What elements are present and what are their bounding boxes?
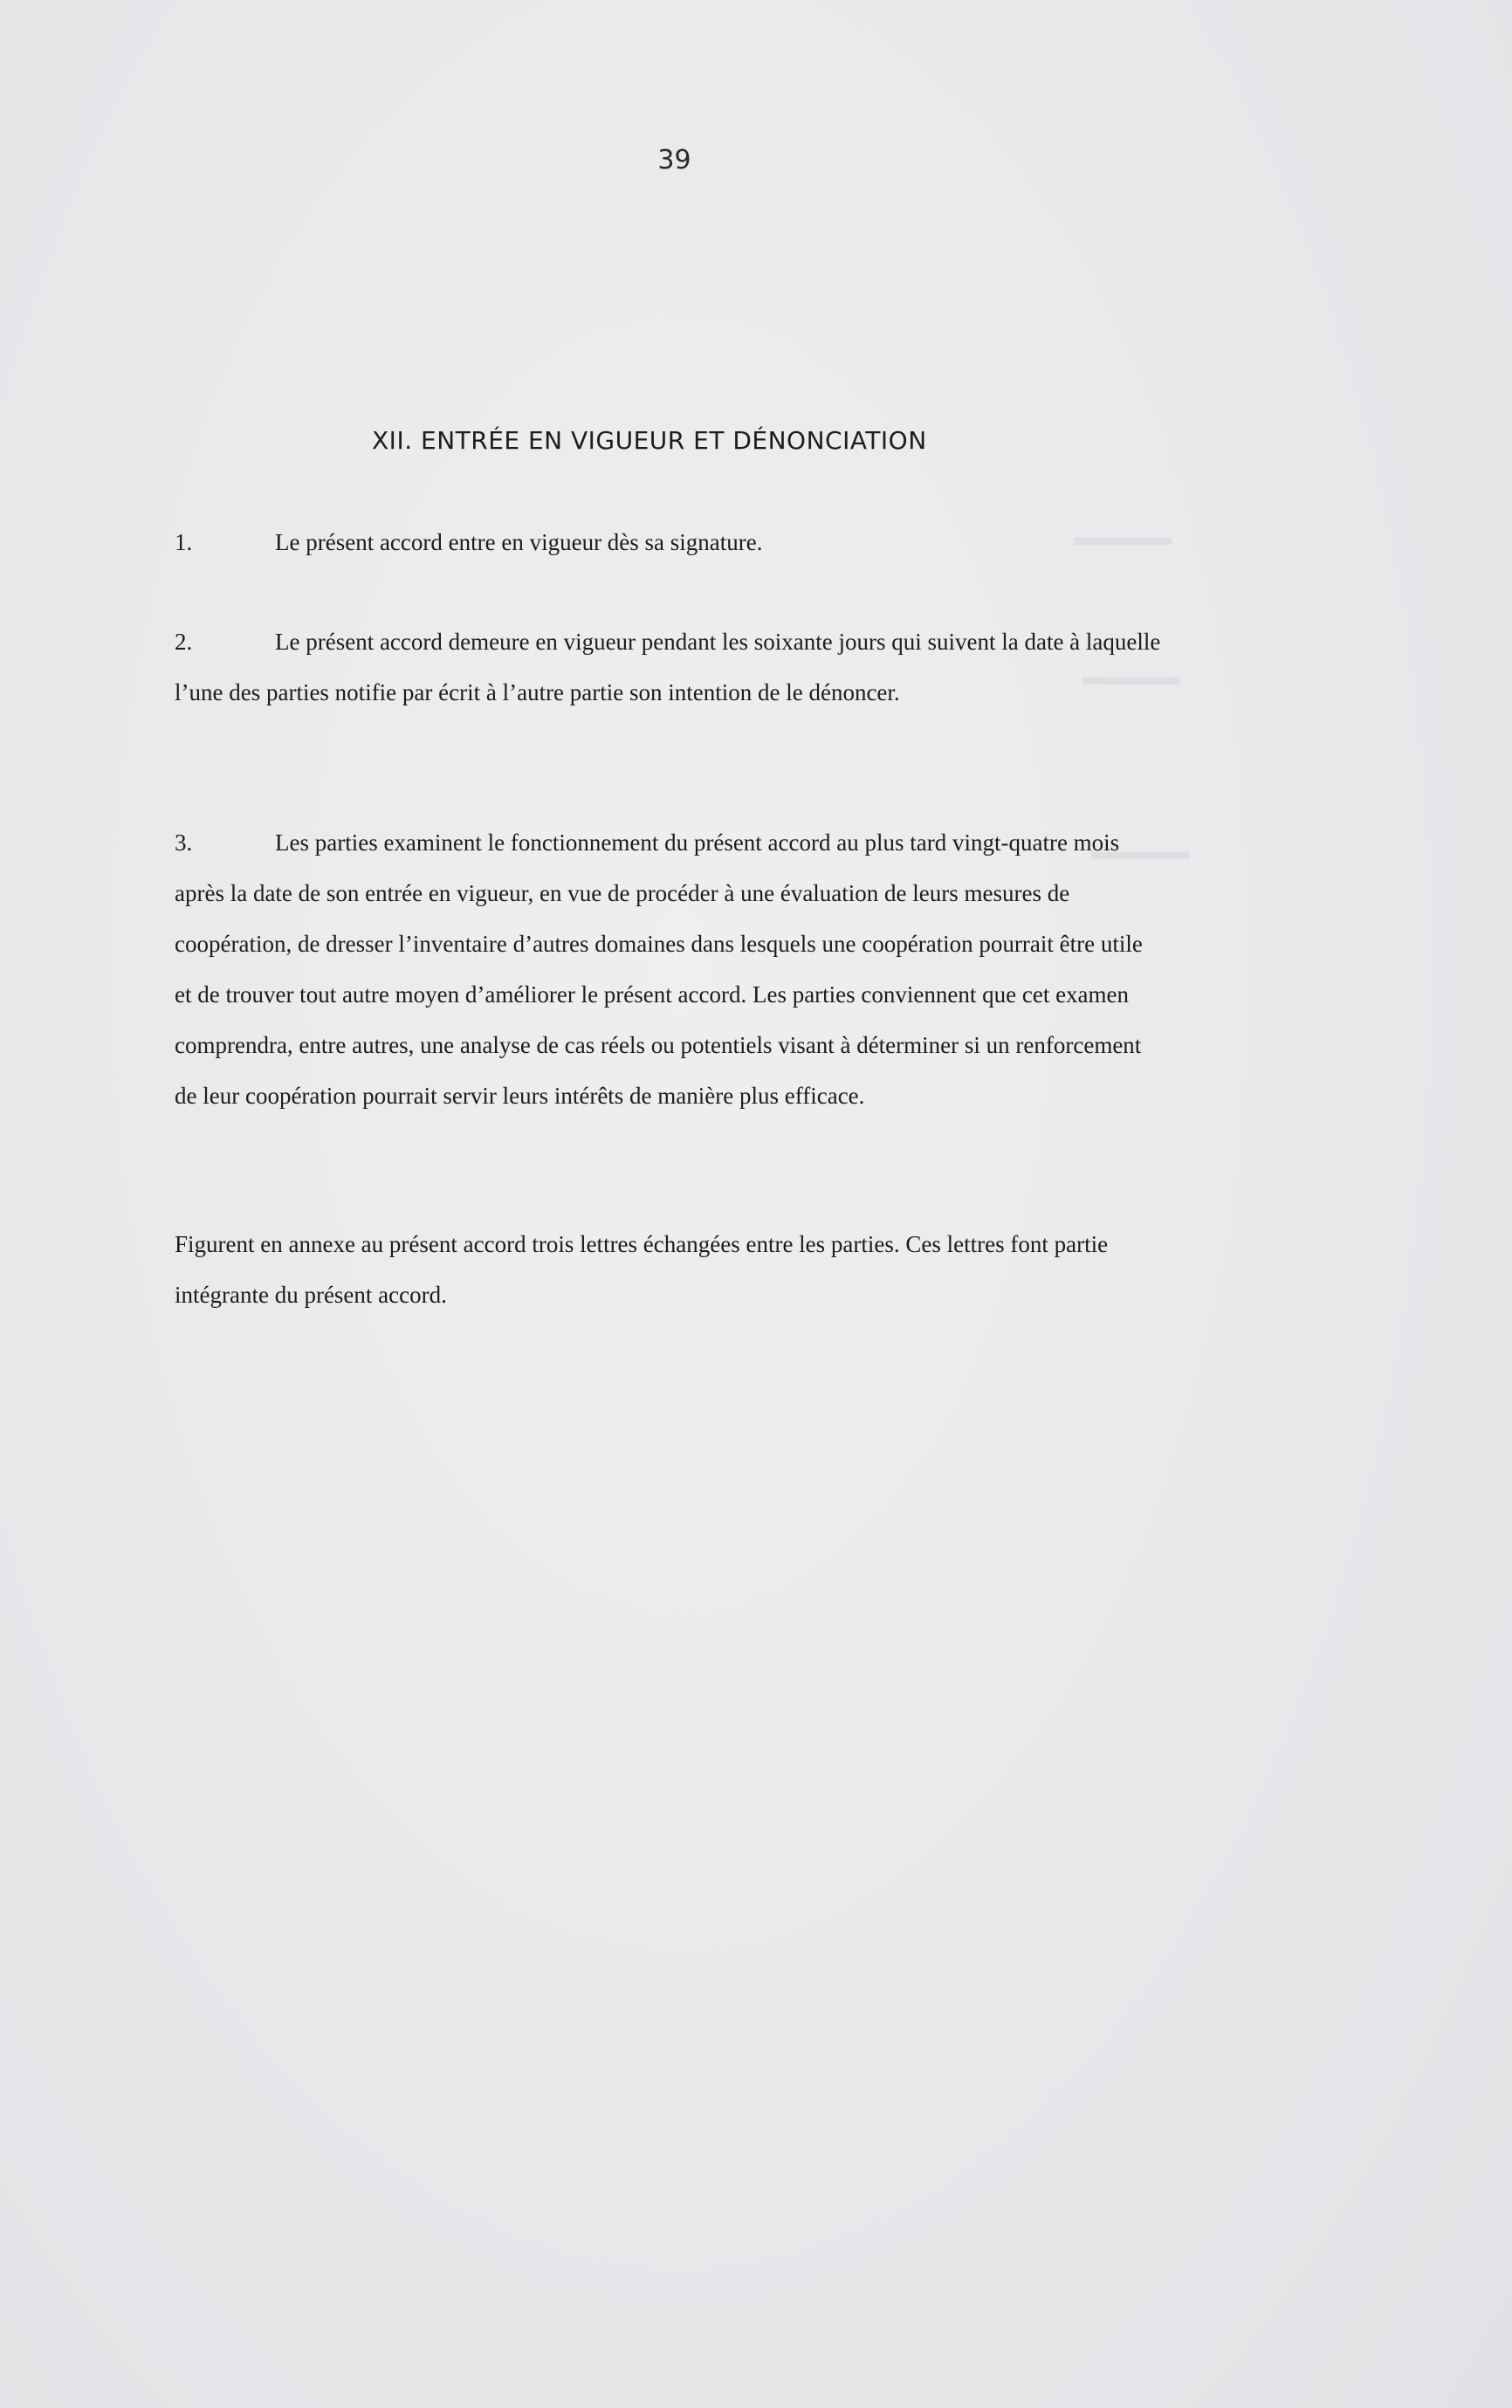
paragraph-text: Le présent accord demeure en vigueur pendant les soixante jours qui suivent la date à laquelle l’une des parties notifie par écrit à l’autre partie son intention de le dénoncer.: [175, 629, 1161, 705]
paragraph-number: 2.: [175, 629, 193, 655]
paragraph-1: [175, 517, 1170, 568]
section-title: XII. ENTRÉE EN VIGUEUR ET DÉNONCIATION: [372, 426, 927, 455]
page-number: 39: [657, 145, 691, 175]
paragraph-2: [175, 616, 1170, 718]
paragraph-text: Le présent accord entre en vigueur dès sa signature.: [275, 529, 763, 555]
bleed-through-shadow: ▬▬▬▬: [1082, 664, 1180, 691]
bleed-through-shadow: ▬▬▬▬: [1091, 838, 1189, 865]
paragraph-number: 3.: [175, 829, 193, 856]
paragraph-text: Les parties examinent le fonctionnement du présent accord au plus tard vingt-quatre mois après la date de son entrée en vigueur, en vue de procéder à une évaluation de leurs mesures de coopération, de dresser l’inventaire d’autres domaines dans lesquels une coopération pourrait être utile et de trouver tout autre moyen d’améliorer le présent accord. Les parties conviennent que cet examen comprendra, entre autres, une analyse de cas réels ou potentiels visant à déterminer si un renforcement de leur coopération pourrait servir leurs intérêts de manière plus efficace.: [175, 829, 1143, 1109]
paragraph-number: 1.: [175, 529, 193, 555]
bleed-through-shadow: ▬▬▬▬: [1074, 524, 1172, 551]
paragraph-3: [175, 817, 1161, 1121]
closing-paragraph: Figurent en annexe au présent accord trois lettres échangées entre les parties. Ces lettres font partie intégrante du présent accord.: [175, 1231, 1109, 1308]
